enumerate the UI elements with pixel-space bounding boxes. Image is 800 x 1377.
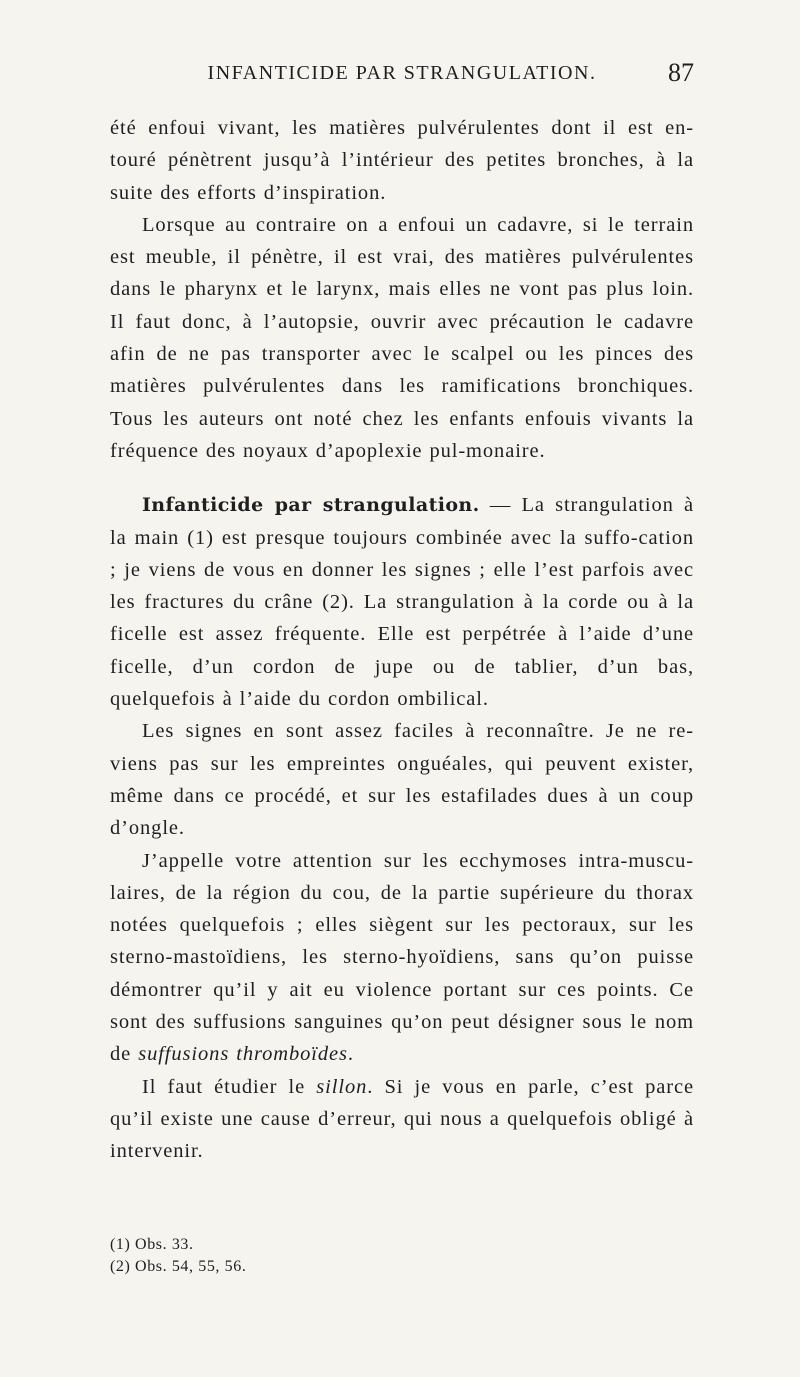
running-header: [110, 58, 694, 92]
paragraph-text: été enfoui vivant, les matières pulvérulentes dont il est en-touré pénètrent jusqu’à l’intérieur des petites bronches, à la suite des efforts d’inspiration.: [110, 117, 694, 204]
paragraph-text: J’appelle votre attention sur les ecchymoses intra-muscu-laires, de la région du cou, de la partie supérieure du thorax notées quelquefois ; elles siègent sur les pectoraux, sur les sterno-mastoïdiens, les sterno-hyoïdiens, sans qu’on puisse démontrer qu’il y ait eu violence portant sur ces points. Ce sont des suffusions sanguines qu’on peut désigner sous le nom de: [110, 849, 694, 1066]
page-number: 87: [668, 58, 694, 87]
paragraph-text: Lorsque au contraire on a enfoui un cadavre, si le terrain est meuble, il pénètre, il est vrai, des matières pulvérulentes dans le pharynx et le larynx, mais elles ne vont pas plus loin. Il faut donc, à l’autopsie, ouvrir avec précaution le cadavre afin de ne pas transporter avec le scalpel ou les pinces des matières pulvérulentes dans les ramifications bronchiques. Tous les auteurs ont noté chez les enfants enfouis vivants la fréquence des noyaux d’apoplexie pul-monaire.: [110, 213, 694, 462]
footnotes: [110, 1234, 694, 1278]
footnote: (1) Obs. 33.: [110, 1236, 194, 1253]
paragraph-text: . Si je vous en parle, c’est parce qu’il existe une cause d’erreur, qui nous a quelquefois obligé à intervenir.: [110, 1075, 694, 1163]
paragraph: [110, 845, 694, 1071]
italic-term: sillon: [316, 1075, 368, 1098]
section-heading: Infanticide par strangulation.: [142, 494, 480, 517]
italic-term: suffusions thromboïdes: [138, 1043, 348, 1066]
paragraph-text: Il faut étudier le: [142, 1075, 317, 1098]
paragraph-continuation: [110, 112, 694, 209]
section-paragraph: [110, 489, 694, 715]
running-title: INFANTICIDE PAR STRANGULATION.: [207, 62, 597, 84]
paragraph-text: Les signes en sont assez faciles à reconnaître. Je ne re-viens pas sur les empreintes onguéales, qui peuvent exister, même dans ce procédé, et sur les estafilades dues à un coup d’ongle.: [110, 720, 694, 840]
footnote: (2) Obs. 54, 55, 56.: [110, 1258, 247, 1275]
paragraph: [110, 715, 694, 844]
paragraph: [110, 1071, 694, 1168]
paragraph: [110, 209, 694, 467]
body-text: [110, 112, 694, 1168]
paragraph-text: — La strangulation à la main (1) est presque toujours combinée avec la suffo-cation ; je viens de vous en donner les signes ; elle l’est parfois avec les fractures du crâne (2). La strangulation à la corde ou à la ficelle est assez fréquente. Elle est perpétrée à l’aide d’une ficelle, d’un cordon de jupe ou de tablier, d’un bas, quelquefois à l’aide du cordon ombilical.: [110, 494, 695, 711]
paragraph-text: .: [347, 1043, 354, 1066]
